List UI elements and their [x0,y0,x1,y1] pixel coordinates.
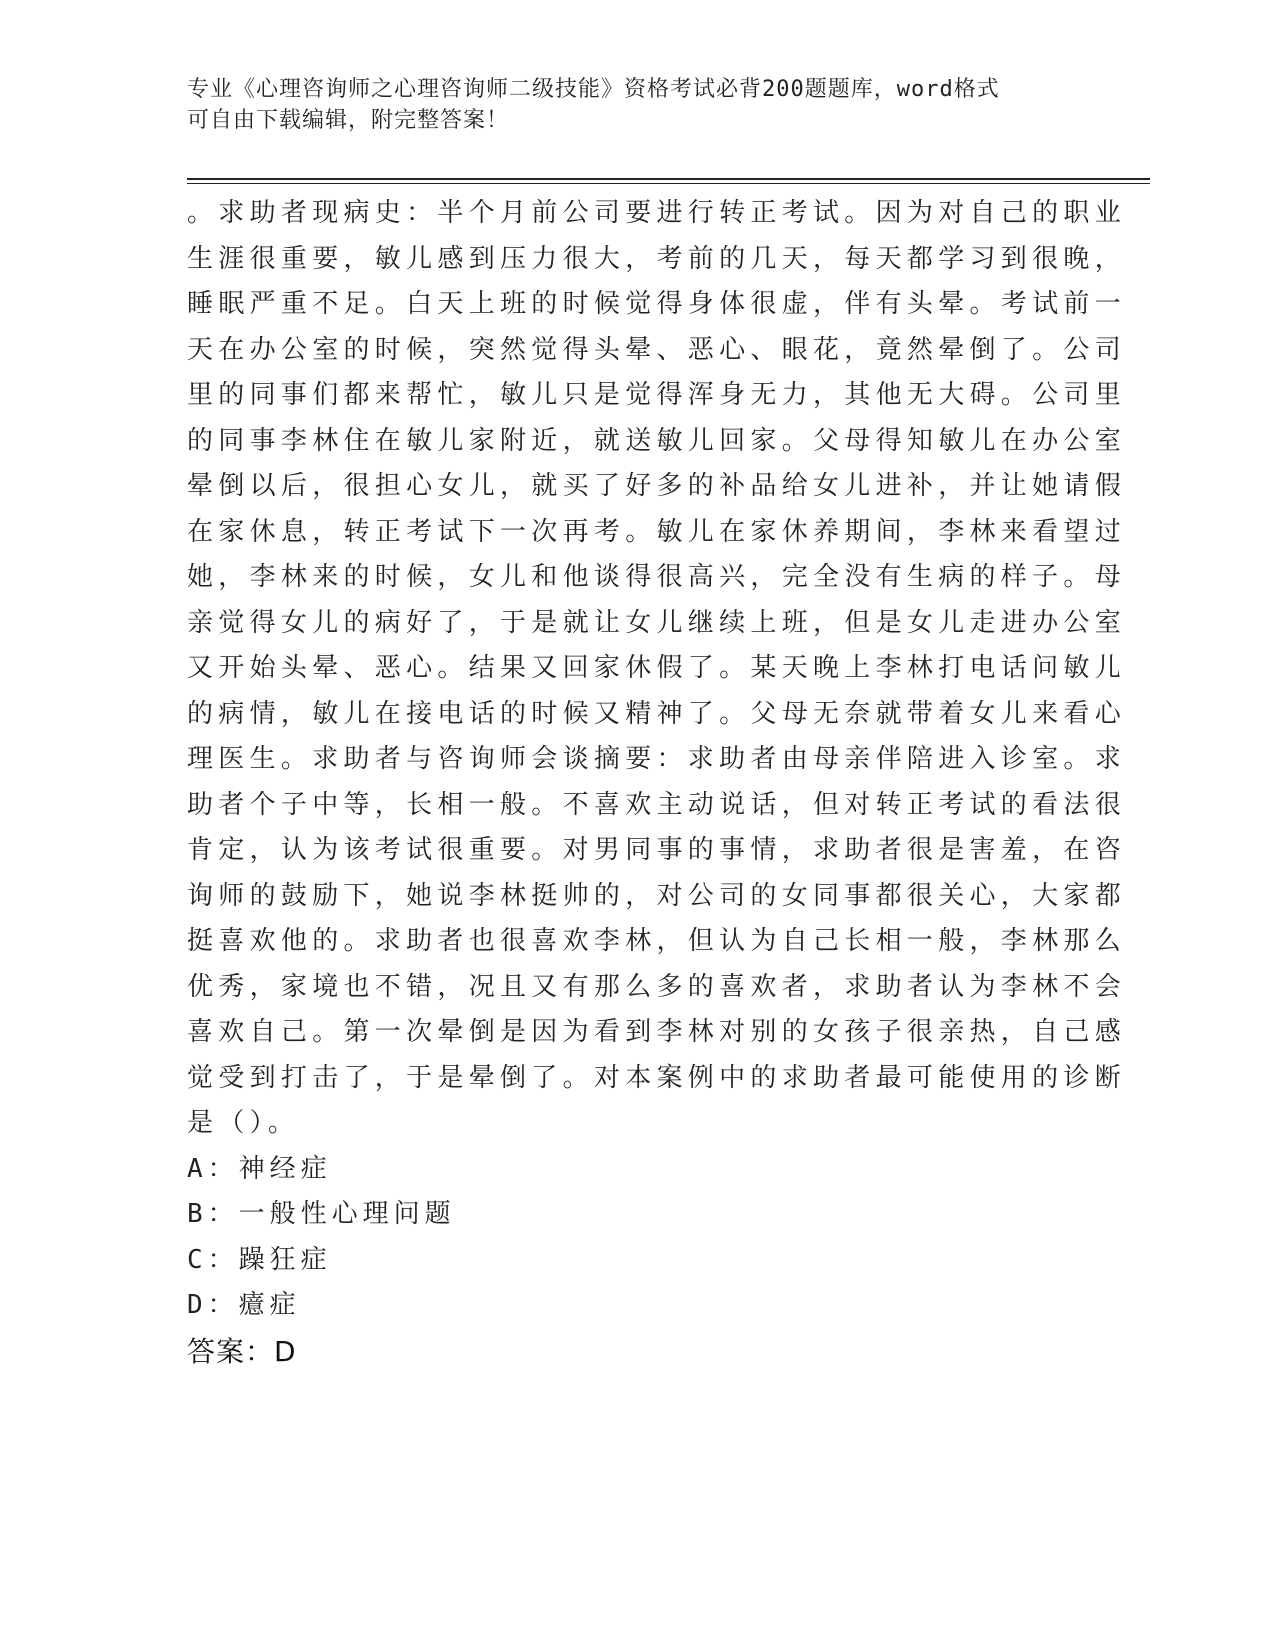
question-line: 她，李林来的时候，女儿和他谈得很高兴，完全没有生病的样子。母 [187,562,1127,592]
question-line: 助者个子中等，长相一般。不喜欢主动说话，但对转正考试的看法很 [187,789,1127,820]
header-divider-thin [187,183,1150,184]
question-line: 挺喜欢他的。求助者也很喜欢李林，但认为自己长相一般，李林那么 [187,926,1127,956]
question-line: 。求助者现病史：半个月前公司要进行转正考试。因为对自己的职业 [187,198,1127,228]
question-line: 的病情，敏儿在接电话的时候又精神了。父母无奈就带着女儿来看心 [187,698,1127,729]
header-line-2: 可自由下载编辑，附完整答案！ [187,108,510,133]
question-line: 睡眠严重不足。白天上班的时候觉得身体很虚，伴有头晕。考试前一 [187,289,1127,319]
question-line: 觉受到打击了，于是晕倒了。对本案例中的求助者最可能使用的诊断 [187,1062,1127,1093]
header-line-1: 专业《心理咨询师之心理咨询师二级技能》资格考试必背200题题库，word格式 [187,77,1000,102]
question-line: 优秀，家境也不错，况且又有那么多的喜欢者，求助者认为李林不会 [187,971,1127,1002]
question-line: 在家休息，转正考试下一次再考。敏儿在家休养期间，李林来看望过 [187,516,1127,547]
question-line: 亲觉得女儿的病好了，于是就让女儿继续上班，但是女儿走进办公室 [187,607,1127,638]
question-line: 询师的鼓励下，她说李林挺帅的，对公司的女同事都很关心，大家都 [187,880,1127,911]
question-block [187,191,1127,1375]
question-line: 的同事李林住在敏儿家附近，就送敏儿回家。父母得知敏儿在办公室 [187,425,1127,456]
answer-text: 答案：D [187,1334,297,1368]
question-line: 晕倒以后，很担心女儿，就买了好多的补品给女儿进补，并让她请假 [187,471,1127,501]
question-line: 生涯很重要，敏儿感到压力很大，考前的几天，每天都学习到很晚， [187,243,1127,274]
option-a: A：神经症 [187,1153,332,1184]
document-header [187,74,1067,136]
question-line: 又开始头晕、恶心。结果又回家休假了。某天晚上李林打电话问敏儿 [187,653,1127,683]
option-d: D：癔症 [187,1290,301,1320]
option-c: C：躁狂症 [187,1244,332,1275]
question-line: 是（）。 [187,1108,300,1138]
option-b: B：一般性心理问题 [187,1199,456,1229]
question-line: 肯定，认为该考试很重要。对男同事的事情，求助者很是害羞，在咨 [187,835,1127,865]
question-line: 理医生。求助者与咨询师会谈摘要：求助者由母亲伴陪进入诊室。求 [187,744,1127,774]
question-line: 里的同事们都来帮忙，敏儿只是觉得浑身无力，其他无大碍。公司里 [187,380,1127,410]
question-line: 喜欢自己。第一次晕倒是因为看到李林对别的女孩子很亲热，自己感 [187,1017,1127,1047]
header-divider-thick [187,178,1150,180]
question-line: 天在办公室的时候，突然觉得头晕、恶心、眼花，竟然晕倒了。公司 [187,334,1127,365]
